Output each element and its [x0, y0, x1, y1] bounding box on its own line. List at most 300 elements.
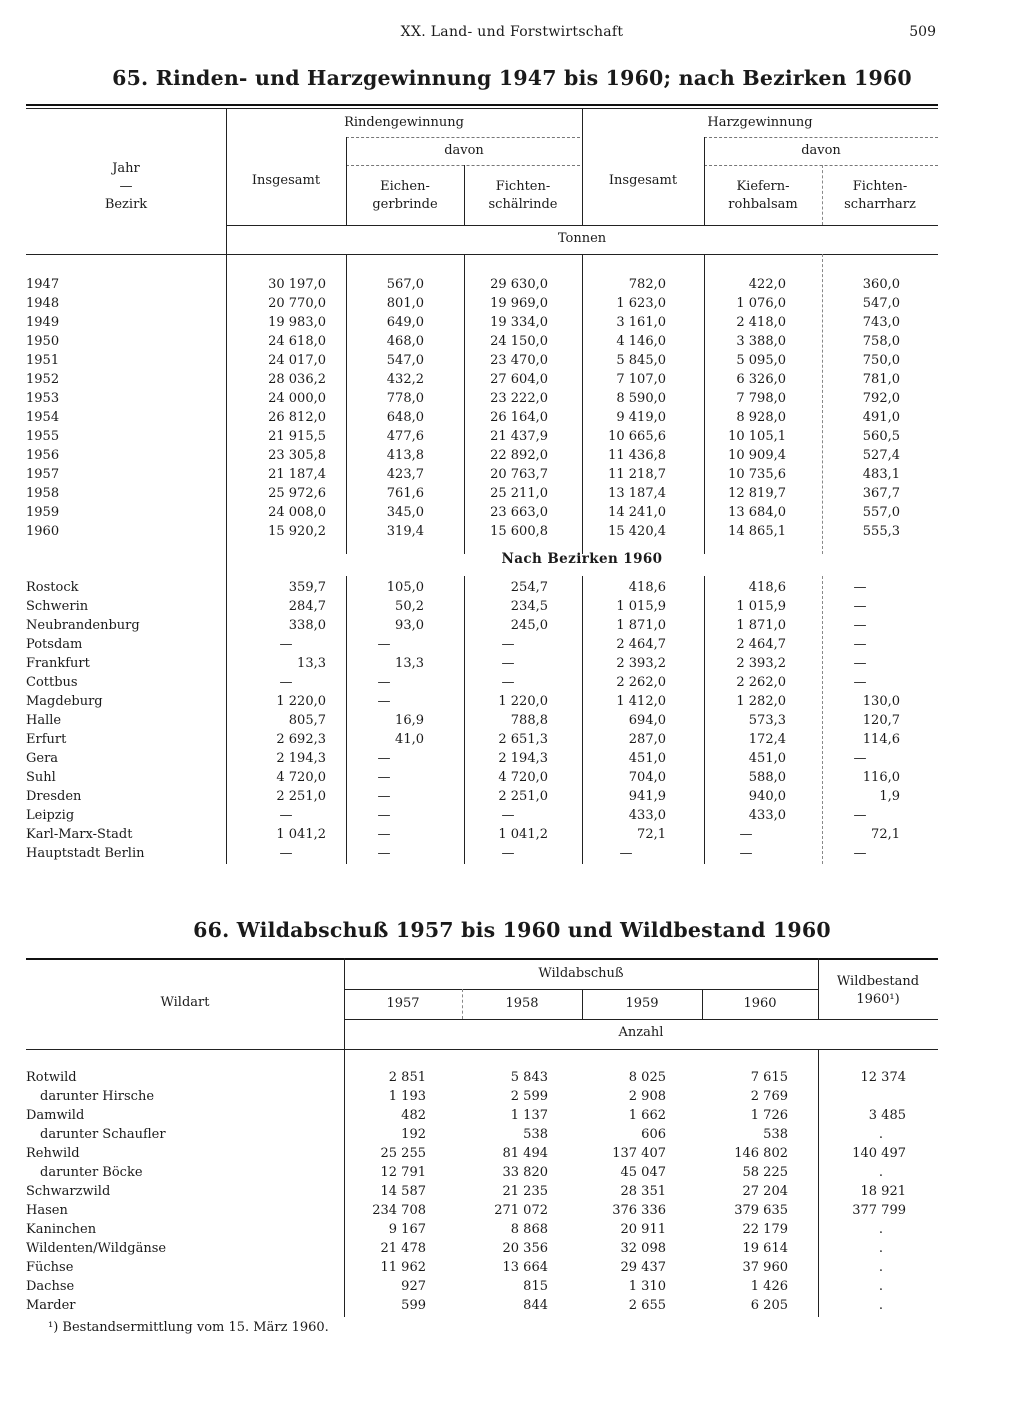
cell-value: 15 420,4	[608, 524, 666, 539]
row-label: 1958 .....	[26, 484, 210, 503]
cell-value: 254,7	[510, 580, 548, 595]
row-label: 1956 .....	[26, 446, 210, 465]
table-row	[26, 408, 938, 427]
cell-value: 538	[523, 1127, 548, 1142]
kiefernrohbalsam-header: Kiefern- rohbalsam	[728, 179, 798, 212]
cell-value: 433,0	[628, 808, 666, 823]
section-title: XX. Land- und Forstwirtschaft	[400, 24, 624, 40]
cell-value: 10 105,1	[728, 429, 786, 444]
table-row	[26, 1106, 938, 1125]
rule	[344, 989, 818, 990]
cell-value: 2 769	[750, 1089, 788, 1104]
fichtenscharrharz-header: Fichten- scharrharz	[844, 179, 916, 212]
row-label: Dachse .....	[26, 1277, 334, 1296]
row-label: Füchse .....	[26, 1258, 334, 1277]
table-row	[26, 1125, 938, 1144]
top-rule-thin	[26, 108, 938, 109]
row-label: Cottbus .....	[26, 673, 210, 692]
cell-value: 146 802	[734, 1146, 788, 1161]
cell-value: 1 662	[628, 1108, 666, 1123]
cell-value: 24 150,0	[490, 334, 548, 349]
table-row	[26, 389, 938, 408]
cell-value: —	[853, 808, 867, 823]
cell-value: .	[878, 1298, 884, 1313]
cell-value: 234 708	[372, 1203, 426, 1218]
cell-value: —	[853, 637, 867, 652]
table-row	[26, 275, 938, 294]
row-label: Potsdam .....	[26, 635, 210, 654]
header-bottom-rule	[26, 254, 938, 255]
row-label: 1950 .....	[26, 332, 210, 351]
cell-value: 2 851	[388, 1070, 426, 1085]
top-rule	[26, 104, 938, 106]
row-label: darunter Böcke .....	[26, 1163, 334, 1182]
cell-value: 1 623,0	[616, 296, 666, 311]
cell-value: 538	[763, 1127, 788, 1142]
cell-value: 21 235	[502, 1184, 548, 1199]
cell-value: 11 218,7	[608, 467, 666, 482]
row-label: Gera .....	[26, 749, 210, 768]
cell-value: 555,3	[862, 524, 900, 539]
table-row	[26, 484, 938, 503]
cell-value: 1 015,9	[736, 599, 786, 614]
cell-value: —	[619, 846, 633, 861]
year-header: 1957	[386, 996, 420, 1011]
cell-value: 8 928,0	[736, 410, 786, 425]
cell-value: 3 485	[868, 1108, 906, 1123]
cell-value: 26 812,0	[268, 410, 326, 425]
cell-value: 19 614	[742, 1241, 788, 1256]
cell-value: 24 008,0	[268, 505, 326, 520]
cell-value: 33 820	[502, 1165, 548, 1180]
cell-value: 1,9	[879, 789, 900, 804]
cell-value: 2 393,2	[616, 656, 666, 671]
cell-value: 376 336	[612, 1203, 666, 1218]
cell-value: 1 015,9	[616, 599, 666, 614]
rindengewinnung-header: Rindengewinnung	[344, 115, 464, 130]
cell-value: —	[377, 789, 391, 804]
cell-value: 2 251,0	[276, 789, 326, 804]
cell-value: 2 464,7	[616, 637, 666, 652]
davon-header: davon	[444, 143, 484, 158]
row-label: darunter Schaufler .....	[26, 1125, 334, 1144]
cell-value: 24 618,0	[268, 334, 326, 349]
cell-value: 45 047	[620, 1165, 666, 1180]
cell-value: 483,1	[862, 467, 900, 482]
cell-value: 23 470,0	[490, 353, 548, 368]
cell-value: 560,5	[862, 429, 900, 444]
cell-value: 433,0	[748, 808, 786, 823]
cell-value: 114,6	[862, 732, 900, 747]
cell-value: 694,0	[628, 713, 666, 728]
cell-value: —	[501, 656, 515, 671]
table-row	[26, 1258, 938, 1277]
cell-value: 3 388,0	[736, 334, 786, 349]
cell-value: —	[853, 846, 867, 861]
cell-value: —	[501, 846, 515, 861]
cell-value: —	[853, 599, 867, 614]
cell-value: 120,7	[862, 713, 900, 728]
cell-value: 1 282,0	[736, 694, 786, 709]
row-label: 1951 .....	[26, 351, 210, 370]
cell-value: 72,1	[637, 827, 666, 842]
row-label: Erfurt .....	[26, 730, 210, 749]
table-row	[26, 578, 938, 597]
cell-value: 2 599	[510, 1089, 548, 1104]
cell-value: 105,0	[386, 580, 424, 595]
table-65	[26, 104, 938, 864]
eichengerbrinde-header: Eichen- gerbrinde	[372, 179, 438, 212]
cell-value: 468,0	[386, 334, 424, 349]
stub-header: Wildart	[160, 995, 210, 1010]
row-label: 1952 .....	[26, 370, 210, 389]
cell-value: 1 041,2	[276, 827, 326, 842]
cell-value: 81 494	[502, 1146, 548, 1161]
table-row	[26, 635, 938, 654]
cell-value: 20 356	[502, 1241, 548, 1256]
cell-value: 10 735,6	[728, 467, 786, 482]
row-label: Damwild .....	[26, 1106, 334, 1125]
cell-value: 12 819,7	[728, 486, 786, 501]
table-row	[26, 465, 938, 484]
rule	[346, 165, 580, 166]
cell-value: —	[377, 637, 391, 652]
table-row	[26, 825, 938, 844]
row-label: Schwerin .....	[26, 597, 210, 616]
cell-value: 758,0	[862, 334, 900, 349]
table-row	[26, 844, 938, 863]
cell-value: 801,0	[386, 296, 424, 311]
cell-value: 379 635	[734, 1203, 788, 1218]
cell-value: .	[878, 1127, 884, 1142]
row-label: 1957 .....	[26, 465, 210, 484]
table-row	[26, 294, 938, 313]
cell-value: 32 098	[620, 1241, 666, 1256]
row-label: 1949 .....	[26, 313, 210, 332]
cell-value: 19 334,0	[490, 315, 548, 330]
cell-value: 13 684,0	[728, 505, 786, 520]
cell-value: 25 972,6	[268, 486, 326, 501]
row-label: 1947 .....	[26, 275, 210, 294]
table-row	[26, 616, 938, 635]
cell-value: —	[853, 751, 867, 766]
rule	[704, 165, 938, 166]
row-label: Suhl .....	[26, 768, 210, 787]
cell-value: 704,0	[628, 770, 666, 785]
cell-value: 345,0	[386, 505, 424, 520]
cell-value: 1 871,0	[736, 618, 786, 633]
table-row	[26, 313, 938, 332]
cell-value: —	[853, 675, 867, 690]
cell-value: —	[739, 827, 753, 842]
footnote: ¹) Bestandsermittlung vom 15. März 1960.	[48, 1320, 329, 1335]
row-label: darunter Hirsche .....	[26, 1087, 334, 1106]
cell-value: 606	[641, 1127, 666, 1142]
cell-value: —	[853, 580, 867, 595]
cell-value: —	[501, 637, 515, 652]
row-label: 1953 .....	[26, 389, 210, 408]
cell-value: —	[377, 808, 391, 823]
cell-value: 130,0	[862, 694, 900, 709]
cell-value: 50,2	[395, 599, 424, 614]
cell-value: —	[279, 846, 293, 861]
cell-value: .	[878, 1165, 884, 1180]
cell-value: 844	[523, 1298, 548, 1313]
cell-value: 2 651,3	[498, 732, 548, 747]
cell-value: 21 187,4	[268, 467, 326, 482]
cell-value: 781,0	[862, 372, 900, 387]
cell-value: 28 351	[620, 1184, 666, 1199]
cell-value: 782,0	[628, 277, 666, 292]
cell-value: 18 921	[860, 1184, 906, 1199]
cell-value: .	[878, 1260, 884, 1275]
cell-value: 27 204	[742, 1184, 788, 1199]
cell-value: 649,0	[386, 315, 424, 330]
cell-value: 25 255	[380, 1146, 426, 1161]
cell-value: 423,7	[386, 467, 424, 482]
row-label: Magdeburg .....	[26, 692, 210, 711]
table-row	[26, 768, 938, 787]
cell-value: 14 241,0	[608, 505, 666, 520]
row-label: 1948 .....	[26, 294, 210, 313]
table-row	[26, 332, 938, 351]
table-row	[26, 351, 938, 370]
row-label: Karl-Marx-Stadt .....	[26, 825, 210, 844]
cell-value: 359,7	[288, 580, 326, 595]
cell-value: —	[853, 656, 867, 671]
wildabschuss-header: Wildabschuß	[538, 966, 624, 981]
cell-value: 284,7	[288, 599, 326, 614]
page-number: 509	[909, 24, 936, 40]
cell-value: 20 911	[620, 1222, 666, 1237]
cell-value: 557,0	[862, 505, 900, 520]
table-row	[26, 503, 938, 522]
table-row	[26, 1201, 938, 1220]
cell-value: 648,0	[386, 410, 424, 425]
davon-header: davon	[801, 143, 841, 158]
cell-value: 2 251,0	[498, 789, 548, 804]
cell-value: 41,0	[395, 732, 424, 747]
table-row	[26, 1087, 938, 1106]
row-label: Halle .....	[26, 711, 210, 730]
cell-value: 30 197,0	[268, 277, 326, 292]
insgesamt-header: Insgesamt	[608, 173, 678, 188]
cell-value: 778,0	[386, 391, 424, 406]
cell-value: 2 194,3	[498, 751, 548, 766]
cell-value: 1 310	[628, 1279, 666, 1294]
row-label: Rotwild .....	[26, 1068, 334, 1087]
cell-value: 20 763,7	[490, 467, 548, 482]
row-label: 1955 .....	[26, 427, 210, 446]
cell-value: 9 167	[388, 1222, 426, 1237]
table-row	[26, 806, 938, 825]
row-label: Hasen .....	[26, 1201, 334, 1220]
stub-header: Jahr — Bezirk	[104, 161, 148, 212]
cell-value: 21 478	[380, 1241, 426, 1256]
cell-value: 1 193	[388, 1089, 426, 1104]
cell-value: .	[878, 1241, 884, 1256]
cell-value: —	[377, 694, 391, 709]
cell-value: 338,0	[288, 618, 326, 633]
cell-value: 1 041,2	[498, 827, 548, 842]
table-row	[26, 370, 938, 389]
cell-value: 422,0	[748, 277, 786, 292]
wildbestand-header: Wildbestand 1960¹)	[836, 974, 920, 1007]
cell-value: 940,0	[748, 789, 786, 804]
cell-value: 287,0	[628, 732, 666, 747]
row-label: Wildenten/Wildgänse .....	[26, 1239, 334, 1258]
table-row	[26, 711, 938, 730]
table-66-title: 66. Wildabschuß 1957 bis 1960 und Wildbestand 1960	[193, 918, 831, 942]
year-header: 1960	[743, 996, 777, 1011]
row-label: Dresden .....	[26, 787, 210, 806]
cell-value: 13,3	[395, 656, 424, 671]
cell-value: 2 418,0	[736, 315, 786, 330]
cell-value: 491,0	[862, 410, 900, 425]
cell-value: 116,0	[862, 770, 900, 785]
cell-value: 2 194,3	[276, 751, 326, 766]
cell-value: 13,3	[297, 656, 326, 671]
cell-value: 451,0	[628, 751, 666, 766]
cell-value: 761,6	[386, 486, 424, 501]
cell-value: —	[377, 827, 391, 842]
unit-header: Tonnen	[557, 231, 607, 246]
row-label: Leipzig .....	[26, 806, 210, 825]
cell-value: 1 220,0	[276, 694, 326, 709]
cell-value: 815	[523, 1279, 548, 1294]
cell-value: 14 587	[380, 1184, 426, 1199]
cell-value: 21 915,5	[268, 429, 326, 444]
cell-value: 11 436,8	[608, 448, 666, 463]
harzgewinnung-header: Harzgewinnung	[707, 115, 813, 130]
cell-value: 792,0	[862, 391, 900, 406]
cell-value: —	[501, 808, 515, 823]
cell-value: 27 604,0	[490, 372, 548, 387]
cell-value: 11 962	[380, 1260, 426, 1275]
row-label: Neubrandenburg .....	[26, 616, 210, 635]
cell-value: 2 262,0	[736, 675, 786, 690]
cell-value: 7 798,0	[736, 391, 786, 406]
table-row	[26, 1182, 938, 1201]
cell-value: 6 205	[750, 1298, 788, 1313]
cell-value: 271 072	[494, 1203, 548, 1218]
cell-value: 140 497	[852, 1146, 906, 1161]
cell-value: 573,3	[748, 713, 786, 728]
cell-value: 360,0	[862, 277, 900, 292]
year-header: 1958	[505, 996, 539, 1011]
cell-value: 245,0	[510, 618, 548, 633]
top-rule	[26, 958, 938, 960]
cell-value: 72,1	[871, 827, 900, 842]
cell-value: 4 720,0	[276, 770, 326, 785]
cell-value: 927	[401, 1279, 426, 1294]
cell-value: 482	[401, 1108, 426, 1123]
table-row	[26, 1068, 938, 1087]
cell-value: 547,0	[862, 296, 900, 311]
cell-value: 8 868	[510, 1222, 548, 1237]
cell-value: 20 770,0	[268, 296, 326, 311]
row-label: Kaninchen .....	[26, 1220, 334, 1239]
row-label: Hauptstadt Berlin .....	[26, 844, 210, 863]
cell-value: 527,4	[862, 448, 900, 463]
row-label: 1959 .....	[26, 503, 210, 522]
cell-value: 29 630,0	[490, 277, 548, 292]
cell-value: 12 374	[860, 1070, 906, 1085]
cell-value: 5 845,0	[616, 353, 666, 368]
cell-value: 14 865,1	[728, 524, 786, 539]
cell-value: —	[377, 751, 391, 766]
table-row	[26, 787, 938, 806]
table-row	[26, 1144, 938, 1163]
cell-value: 743,0	[862, 315, 900, 330]
cell-value: 23 305,8	[268, 448, 326, 463]
insgesamt-header: Insgesamt	[251, 173, 321, 188]
cell-value: 23 663,0	[490, 505, 548, 520]
cell-value: 93,0	[395, 618, 424, 633]
cell-value: 22 179	[742, 1222, 788, 1237]
cell-value: 941,9	[628, 789, 666, 804]
year-header: 1959	[625, 996, 659, 1011]
unit-header: Anzahl	[618, 1025, 664, 1040]
table-row	[26, 749, 938, 768]
row-label: 1954 .....	[26, 408, 210, 427]
cell-value: 2 655	[628, 1298, 666, 1313]
cell-value: 24 000,0	[268, 391, 326, 406]
cell-value: 5 843	[510, 1070, 548, 1085]
cell-value: 377 799	[852, 1203, 906, 1218]
cell-value: 1 871,0	[616, 618, 666, 633]
cell-value: 15 920,2	[268, 524, 326, 539]
table-row	[26, 446, 938, 465]
cell-value: 19 969,0	[490, 296, 548, 311]
cell-value: —	[853, 618, 867, 633]
cell-value: 10 909,4	[728, 448, 786, 463]
cell-value: 24 017,0	[268, 353, 326, 368]
cell-value: —	[501, 675, 515, 690]
running-header	[0, 24, 1024, 44]
cell-value: 2 692,3	[276, 732, 326, 747]
header-bottom-rule	[26, 1049, 938, 1050]
table-row	[26, 1239, 938, 1258]
table-row	[26, 1277, 938, 1296]
cell-value: 2 908	[628, 1089, 666, 1104]
cell-value: 367,7	[862, 486, 900, 501]
cell-value: 413,8	[386, 448, 424, 463]
rule	[226, 225, 938, 226]
bezirke-heading: Nach Bezirken 1960	[501, 551, 663, 567]
cell-value: 750,0	[862, 353, 900, 368]
cell-value: 21 437,9	[490, 429, 548, 444]
cell-value: 418,6	[628, 580, 666, 595]
cell-value: .	[878, 1222, 884, 1237]
cell-value: 2 393,2	[736, 656, 786, 671]
cell-value: 319,4	[386, 524, 424, 539]
row-label: Frankfurt .....	[26, 654, 210, 673]
table-66	[26, 958, 938, 1318]
cell-value: 19 983,0	[268, 315, 326, 330]
cell-value: —	[279, 637, 293, 652]
table-row	[26, 673, 938, 692]
cell-value: 172,4	[748, 732, 786, 747]
cell-value: 29 437	[620, 1260, 666, 1275]
cell-value: 805,7	[288, 713, 326, 728]
cell-value: 58 225	[742, 1165, 788, 1180]
cell-value: 547,0	[386, 353, 424, 368]
cell-value: 1 137	[510, 1108, 548, 1123]
table-row	[26, 1296, 938, 1315]
row-label: Schwarzwild .....	[26, 1182, 334, 1201]
row-label: Rostock .....	[26, 578, 210, 597]
